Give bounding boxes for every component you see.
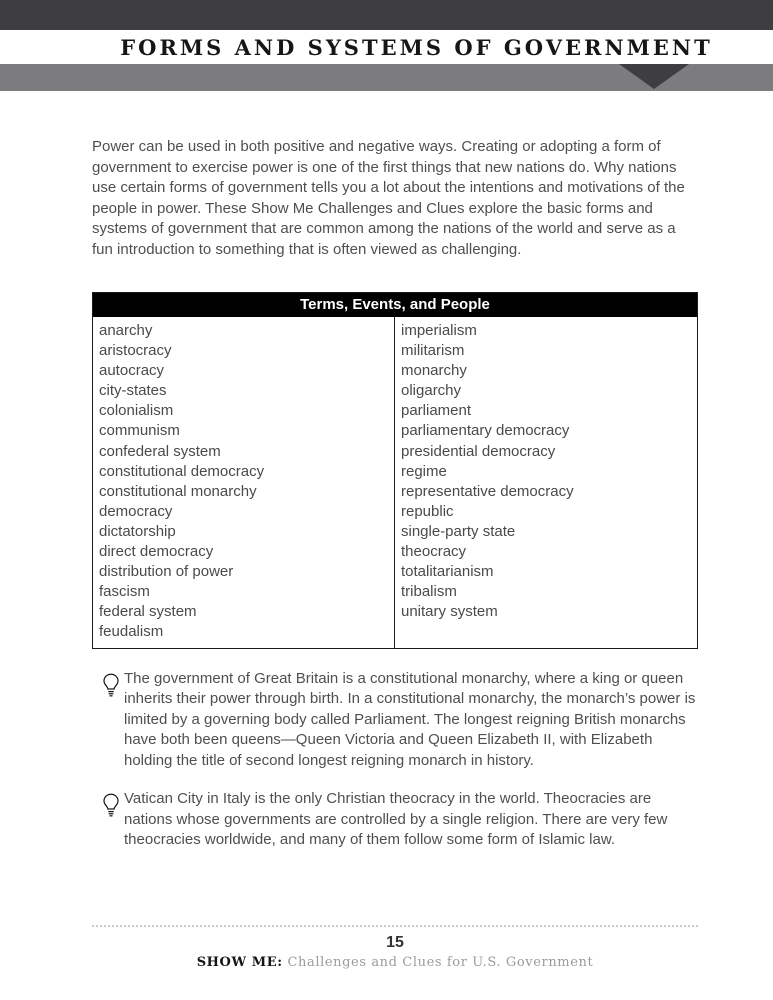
term-item: parliamentary democracy [401, 422, 570, 440]
term-item: regime [401, 462, 447, 480]
page-title: FORMS AND SYSTEMS OF GOVERNMENT [120, 34, 713, 60]
term-item: colonialism [99, 402, 174, 420]
term-item: oligarchy [401, 382, 462, 400]
terms-table-header: Terms, Events, and People [93, 293, 697, 317]
term-item: militarism [401, 342, 465, 360]
term-item: dictatorship [99, 522, 176, 540]
term-item: distribution of power [99, 563, 234, 581]
term-item: fascism [99, 583, 150, 601]
intro-paragraph: Power can be used in both positive and negative ways. Creating or adopting a form of government to exercise power is one of the first things that new nations do. Why nations use certain forms of government tells you a lot about the intentions and motivations of the people in power. These Show Me Challenges and Clues explore the basic forms and systems of government that are common among the nations of the world and serve as a fun introduction to something that is often viewed as challenging. [92, 138, 685, 258]
term-item: parliament [401, 402, 472, 420]
tip-item [92, 789, 698, 851]
tip-text: The government of Great Britain is a constitutional monarchy, where a king or queen inherits their power through birth. In a constitutional monarchy, the monarch’s power is limited by a governing body called Parliament. The longest reigning British monarchs have both been queens—Queen Victoria and Queen Elizabeth II, with Elizabeth holding the title of second longest reigning monarch in history. [124, 669, 696, 769]
top-dark-bar [0, 0, 773, 30]
footer-dotted-rule [92, 925, 698, 927]
terms-table [92, 292, 698, 649]
book-title-line [92, 955, 698, 970]
header [0, 30, 773, 64]
term-item: aristocracy [99, 342, 172, 360]
term-item: democracy [99, 502, 173, 520]
header-gray-band [0, 64, 773, 91]
term-item: feudalism [99, 623, 164, 641]
tip-text: Vatican City in Italy is the only Christian theocracy in the world. Theocracies are nations whose governments are controlled by a single religion. There are very few theocracies worldwide, and many of them follow some form of Islamic law. [124, 790, 668, 848]
ribbon-arrow-icon [619, 64, 689, 89]
terms-column-left [93, 317, 395, 648]
term-item: totalitarianism [401, 563, 494, 581]
term-item: constitutional monarchy [99, 482, 257, 500]
lightbulb-icon [92, 789, 124, 851]
book-title: Challenges and Clues for U.S. Government [282, 955, 594, 970]
term-item: unitary system [401, 603, 498, 621]
terms-table-body [93, 317, 697, 648]
term-item: anarchy [99, 322, 153, 339]
term-item: presidential democracy [401, 442, 556, 460]
term-item: representative democracy [401, 482, 574, 500]
term-item: theocracy [401, 543, 467, 561]
term-item: autocracy [99, 362, 165, 380]
term-item: city-states [99, 382, 167, 400]
term-item: federal system [99, 603, 197, 621]
term-item: tribalism [401, 583, 457, 601]
term-item: direct democracy [99, 543, 214, 561]
term-item: monarchy [401, 362, 467, 380]
term-item: single-party state [401, 522, 516, 540]
book-label: SHOW ME: [196, 955, 283, 970]
term-item: constitutional democracy [99, 462, 265, 480]
term-item: republic [401, 502, 454, 520]
page-footer [92, 925, 698, 970]
tips-section [92, 669, 698, 851]
term-item: communism [99, 422, 180, 440]
term-item: imperialism [401, 322, 477, 339]
term-item: confederal system [99, 442, 221, 460]
page-content [0, 91, 773, 851]
terms-column-right [395, 317, 697, 648]
page-number: 15 [386, 934, 404, 951]
tip-item [92, 669, 698, 772]
lightbulb-icon [92, 669, 124, 772]
